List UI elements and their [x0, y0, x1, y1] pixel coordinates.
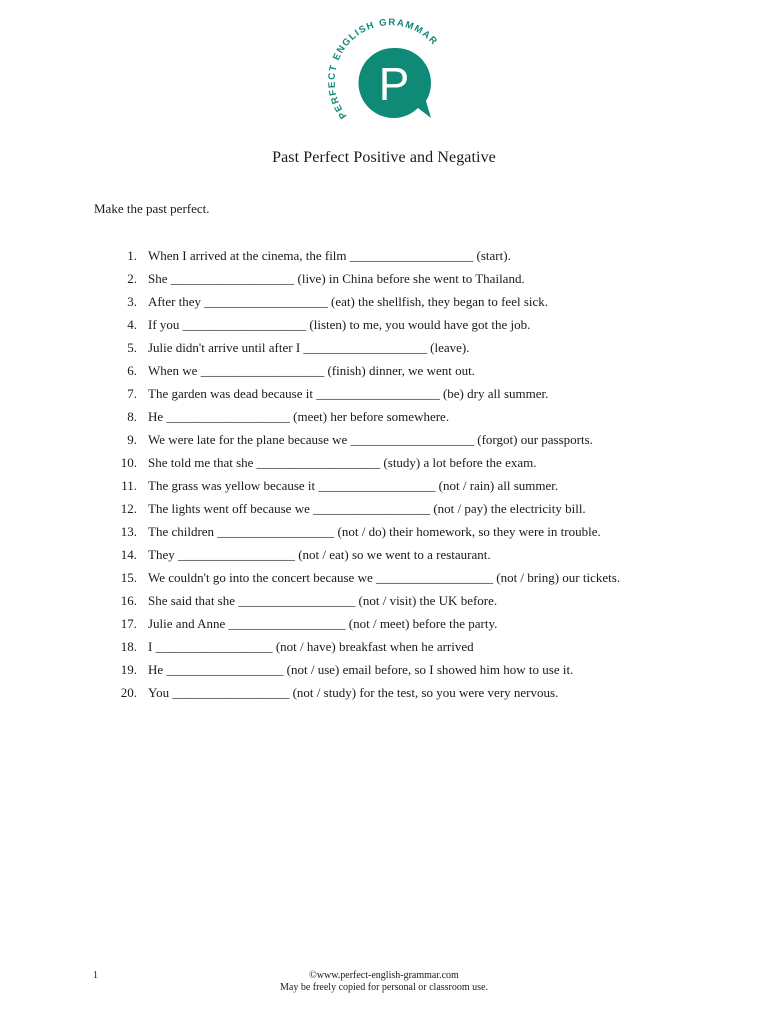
exercise-sentence: The children __________________ (not / do) their homework, so they were in trouble.	[148, 524, 601, 539]
exercise-number: 6.	[127, 363, 137, 378]
exercise-number: 5.	[127, 340, 137, 355]
exercise-number: 4.	[127, 317, 137, 332]
footer	[0, 970, 768, 994]
exercise-sentence: He ___________________ (meet) her before somewhere.	[148, 409, 450, 424]
logo-letter: P	[378, 58, 410, 110]
exercise-number: 16.	[120, 593, 137, 608]
exercise-number: 19.	[120, 662, 137, 677]
exercise-number: 20.	[120, 685, 137, 700]
exercise-number: 18.	[120, 639, 137, 654]
exercise-number: 15.	[120, 570, 137, 585]
exercise-sentence: Julie and Anne __________________ (not / meet) before the party.	[148, 616, 498, 631]
instruction-text: Make the past perfect.	[94, 201, 210, 216]
exercise-sentence: If you ___________________ (listen) to me, you would have got the job.	[148, 317, 531, 332]
exercise-sentence: After they ___________________ (eat) the shellfish, they began to feel sick.	[148, 294, 549, 309]
exercise-sentence: We couldn't go into the concert because we __________________ (not / bring) our tickets.	[148, 570, 621, 585]
exercise-number: 3.	[127, 294, 137, 309]
exercise-sentence: They __________________ (not / eat) so we went to a restaurant.	[148, 547, 491, 562]
exercise-sentence: She told me that she ___________________ (study) a lot before the exam.	[148, 455, 537, 470]
footer-notice: May be freely copied for personal or classroom use.	[280, 982, 488, 993]
exercise-number: 11.	[121, 478, 137, 493]
exercise-number: 12.	[120, 501, 137, 516]
exercise-sentence: The grass was yellow because it __________________ (not / rain) all summer.	[148, 478, 559, 493]
footer-copyright: ©www.perfect-english-grammar.com	[309, 970, 459, 981]
exercise-sentence: When we ___________________ (finish) dinner, we went out.	[148, 363, 475, 378]
exercise-number: 1.	[127, 248, 137, 263]
exercise-number: 2.	[127, 271, 137, 286]
exercise-sentence: The lights went off because we __________________ (not / pay) the electricity bill.	[148, 501, 586, 516]
exercise-sentence: She said that she __________________ (not / visit) the UK before.	[148, 593, 498, 608]
page-title: Past Perfect Positive and Negative	[272, 149, 496, 166]
exercise-number: 14.	[120, 547, 137, 562]
exercise-sentence: We were late for the plane because we ___________________ (forgot) our passports.	[148, 432, 593, 447]
exercise-number: 17.	[120, 616, 137, 631]
exercise-sentence: He __________________ (not / use) email before, so I showed him how to use it.	[148, 662, 574, 677]
exercise-sentence: When I arrived at the cinema, the film ___________________ (start).	[148, 248, 511, 263]
logo-ring-text: PERFECT ENGLISH GRAMMAR	[326, 18, 440, 121]
exercise-sentence: The garden was dead because it ___________________ (be) dry all summer.	[148, 386, 549, 401]
exercise-sentence: Julie didn't arrive until after I ___________________ (leave).	[148, 340, 470, 355]
exercise-number: 9.	[127, 432, 137, 447]
exercise-number: 13.	[120, 524, 137, 539]
perfect-english-grammar-logo-icon	[322, 18, 446, 142]
exercise-number: 7.	[127, 386, 137, 401]
page-number: 1	[93, 970, 98, 981]
exercise-number: 8.	[127, 409, 137, 424]
exercise-sentence: I __________________ (not / have) breakfast when he arrived	[148, 639, 474, 654]
exercise-sentence: You __________________ (not / study) for the test, so you were very nervous.	[148, 685, 559, 700]
logo	[322, 18, 446, 142]
exercise-sentence: She ___________________ (live) in China before she went to Thailand.	[148, 271, 525, 286]
exercise-number: 10.	[120, 455, 137, 470]
